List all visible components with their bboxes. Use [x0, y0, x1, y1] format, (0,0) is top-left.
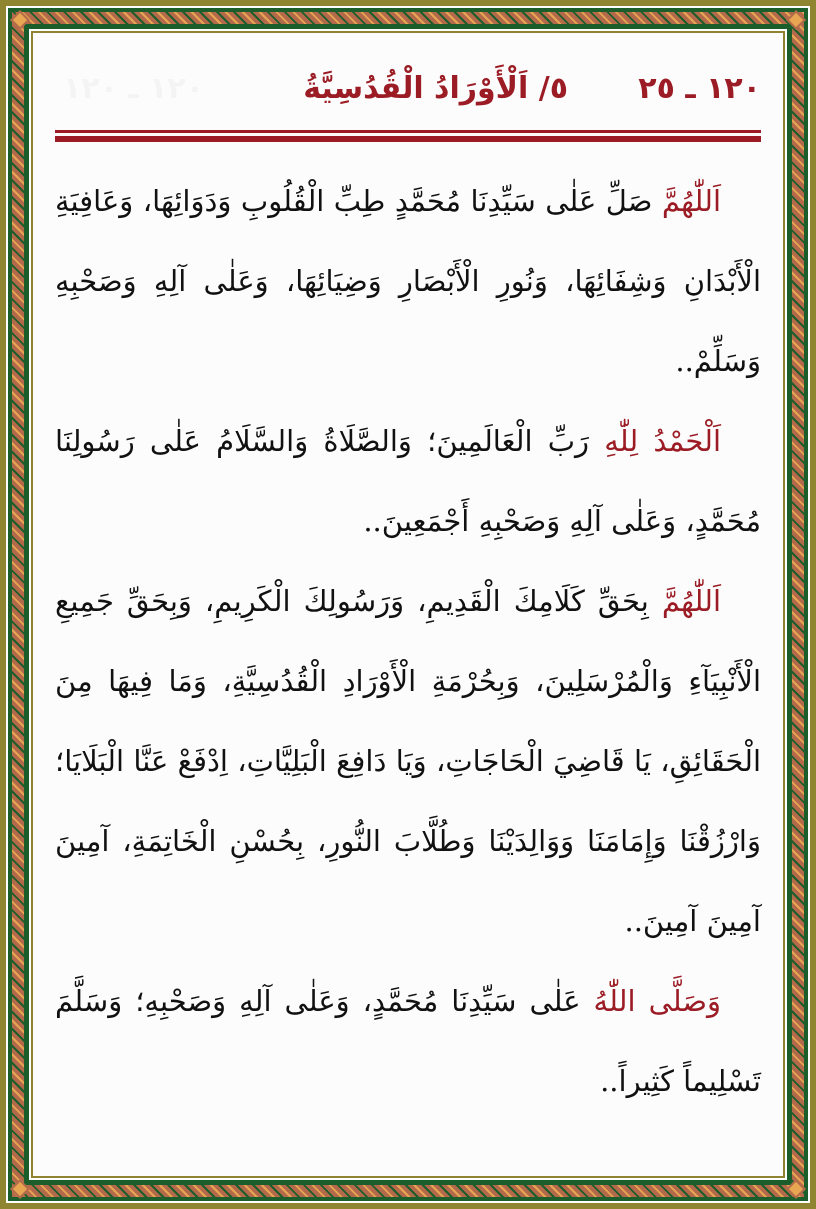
text-line: اِدْفَعْ عَنَّا الْبَلَايَا؛ وَارْزُقْنَا وَإِمَامَنَا وَوَالِدَيْنَا وَطُلَّابَ النُّورِ، [55, 744, 761, 858]
frame-gap [6, 6, 810, 1203]
highlight-word: اَلْحَمْدُ لِلّٰهِ [604, 424, 721, 458]
corner-ornament-icon [786, 1179, 806, 1199]
corner-ornament-icon [786, 10, 806, 30]
text-line: جَمِيعِ الْأَنْبِيَآءِ وَالْمُرْسَلِينَ، وَبِحُرْمَةِ الْأَوْرَادِ الْقُدُسِيَّةِ، وَمَا [55, 584, 761, 698]
frame-inner-gap [29, 29, 787, 1180]
prayer-body [55, 161, 761, 1121]
highlight-word: اَللّٰهُمَّ [661, 584, 722, 618]
text-line: بِحَقِّ كَلَامِكَ الْقَدِيمِ، وَرَسُولِكَ الْكَرِيمِ، وَبِحَقِّ [126, 584, 649, 618]
paragraph-2 [55, 401, 761, 561]
text-line: وَعَافِيَةِ الْأَبْدَانِ وَشِفَائِهَا، وَنُورِ الْأَبْصَارِ وَضِيَائِهَا، وَعَلٰى [55, 184, 761, 298]
page-range: ١٢٠ ـ ٢٥ [638, 71, 761, 106]
text-line: عَلٰى سَيِّدِنَا مُحَمَّدٍ، وَعَلٰى آلِهِ وَصَحْبِهِ؛ وَسَلَّمَ [55, 984, 581, 1018]
ghost-page-numbers: ١٢٠ ـ ١٢٠ [63, 71, 205, 106]
text-line: فِيهَا مِنَ الْحَقَائِقِ، يَا قَاضِيَ الْحَاجَاتِ، وَيَا دَافِعَ الْبَلِيَّاتِ، [55, 664, 761, 778]
paragraph-4 [55, 961, 761, 1121]
text-line: آلِهِ وَصَحْبِهِ وَسَلِّمْ.. [55, 264, 761, 378]
text-line: تَسْلِيماً كَثِيراً.. [600, 1064, 761, 1098]
ornamental-border [8, 8, 808, 1201]
paragraph-1 [55, 161, 761, 401]
header-rule-bottom [55, 136, 761, 142]
highlight-word: وَصَلَّى اللّٰهُ [593, 984, 721, 1018]
text-line: بِحُسْنِ الْخَاتِمَةِ، آمِينَ آمِينَ آمِينَ.. [55, 824, 761, 938]
paragraph-3 [55, 561, 761, 961]
text-line: رَبِّ الْعَالَمِينَ؛ وَالصَّلَاةُ وَالسَّلَامُ عَلٰى رَسُولِنَا [55, 424, 590, 458]
highlight-word: اَللّٰهُمَّ [661, 184, 722, 218]
page-content [33, 33, 783, 1176]
chapter-title: ٥/ اَلْأَوْرَادُ الْقُدُسِيَّةُ [303, 71, 568, 106]
text-line: صَلِّ عَلٰى سَيِّدِنَا مُحَمَّدٍ طِبِّ الْقُلُوبِ وَدَوَائِهَا، [142, 184, 653, 218]
page-header [33, 71, 783, 121]
header-rule-top [55, 130, 761, 133]
text-line: مُحَمَّدٍ، وَعَلٰى آلِهِ وَصَحْبِهِ أَجْمَعِينَ.. [363, 504, 761, 538]
corner-ornament-icon [10, 10, 30, 30]
corner-ornament-icon [10, 1179, 30, 1199]
frame-inner-line [31, 31, 785, 1178]
